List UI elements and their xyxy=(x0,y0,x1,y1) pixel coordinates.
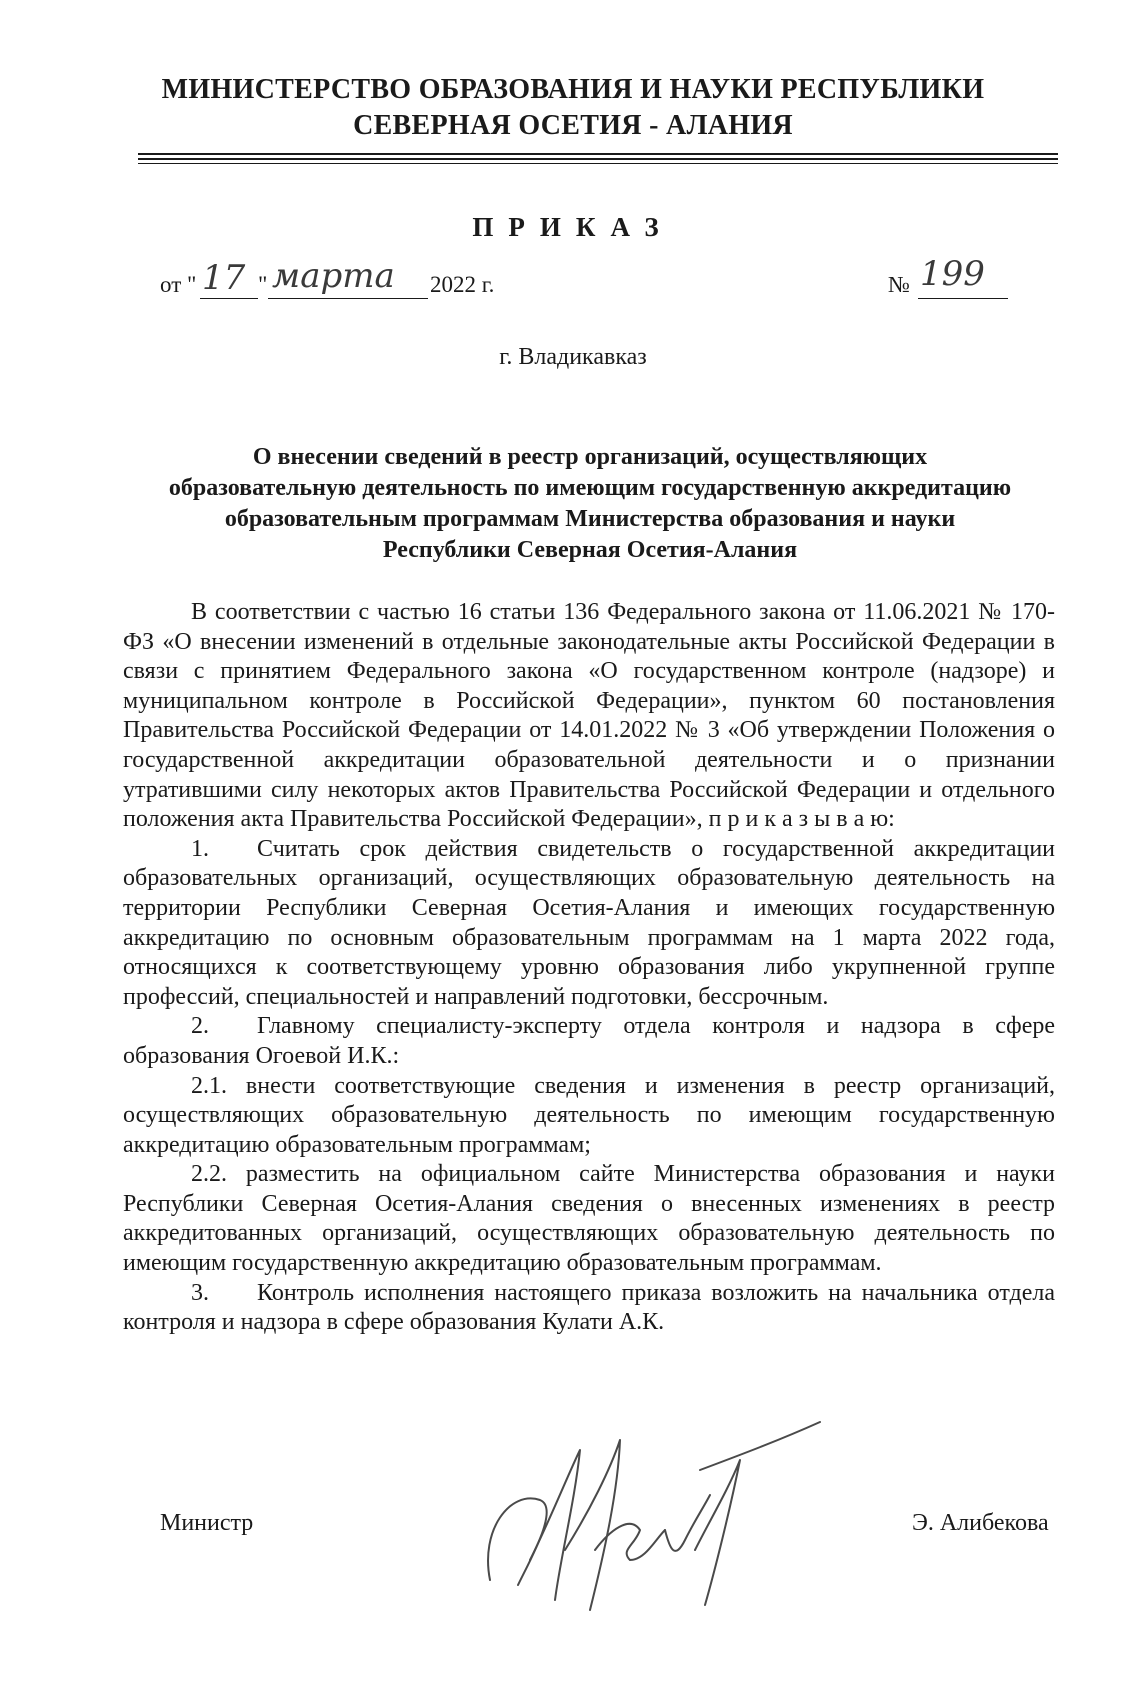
order-body xyxy=(123,598,1055,1338)
item-1-number: 1. xyxy=(191,835,209,862)
order-number-underline xyxy=(918,298,1008,299)
item-3-paragraph xyxy=(123,1279,1055,1338)
header-rule-top xyxy=(138,153,1058,155)
signatory-name: Э. Алибекова xyxy=(912,1510,1049,1536)
date-day-underline xyxy=(200,298,258,299)
date-month-underline xyxy=(268,298,428,299)
item-3-text: Контроль исполнения настоящего приказа возложить на начальника отдела контроля и надзора в сфере образования Кулати А.К. xyxy=(123,1279,1055,1336)
date-year: 2022 г. xyxy=(430,272,495,297)
order-number-prefix: № xyxy=(888,272,910,297)
date-prefix: от " xyxy=(160,272,197,297)
signatory-position: Министр xyxy=(160,1510,254,1536)
item-2-number: 2. xyxy=(191,1013,209,1040)
subject-line-3: образовательным программам Министерства образования и науки xyxy=(224,506,956,532)
item-1-paragraph xyxy=(123,835,1055,1013)
item-2-2-paragraph: 2.2. разместить на официальном сайте Министерства образования и науки Республики Северная Осетия-Алания сведения о внесенных изменениях в реестр аккредитованных организаций, осуществляющих образовательную деятельность по имеющим государственную аккредитацию образовательным программам. xyxy=(123,1161,1055,1277)
subject-line-4: Республики Северная Осетия-Алания xyxy=(382,537,798,563)
item-2-1-paragraph: 2.1. внести соответствующие сведения и изменения в реестр организаций, осуществляющих образовательную деятельность по имеющим государственную аккредитацию образовательным программам; xyxy=(123,1072,1055,1158)
item-3-number: 3. xyxy=(191,1279,209,1306)
date-day-handwritten: 17 xyxy=(202,258,246,298)
order-city: г. Владикавказ xyxy=(499,344,647,370)
handwritten-signature xyxy=(470,1410,830,1620)
date-month-handwritten: марта xyxy=(272,256,395,296)
ministry-name-line2: СЕВЕРНАЯ ОСЕТИЯ - АЛАНИЯ xyxy=(353,110,793,141)
item-2-paragraph xyxy=(123,1012,1055,1071)
date-quote: " xyxy=(258,272,268,297)
order-number-handwritten: 199 xyxy=(920,254,985,294)
subject-line-1: О внесении сведений в реестр организаций, осуществляющих xyxy=(252,444,928,470)
item-1-text: Считать срок действия свидетельств о государственной аккредитации образовательных организаций, осуществляющих образовательную деятельность на территории Республики Северная Осетия-Алания и имеющих государственную аккредитацию по основным образовательным программам на 1 марта 2022 года, относящихся к соответствующему уровню образования либо укрупненной группе профессий, специальностей и направлений подготовки, бессрочным. xyxy=(123,835,1055,1010)
ministry-name-line1: МИНИСТЕРСТВО ОБРАЗОВАНИЯ И НАУКИ РЕСПУБЛИКИ xyxy=(161,74,985,105)
order-title: ПРИКАЗ xyxy=(472,212,674,242)
subject-line-2: образовательную деятельность по имеющим государственную аккредитацию xyxy=(168,475,1012,501)
header-rule-middle xyxy=(138,158,1058,160)
preamble-paragraph: В соответствии с частью 16 статьи 136 Федерального закона от 11.06.2021 № 170-ФЗ «О внесении изменений в отдельные законодательные акты Российской Федерации в связи с принятием Федерального закона «О государственном контроле (надзоре) и муниципальном контроле в Российской Федерации», пунктом 60 постановления Правительства Российской Федерации от 14.01.2022 № 3 «Об утверждении Положения о государственной аккредитации образовательной деятельности и о признании утратившими силу некоторых актов Правительства Российской Федерации и отдельного положения акта Правительства Российской Федерации», п р и к а з ы в а ю: xyxy=(123,599,1055,833)
order-subject xyxy=(110,442,1070,566)
item-2-text: Главному специалисту-эксперту отдела контроля и надзора в сфере образования Огоевой И.К.: xyxy=(123,1013,1055,1069)
header-rule-bottom xyxy=(138,163,1058,164)
